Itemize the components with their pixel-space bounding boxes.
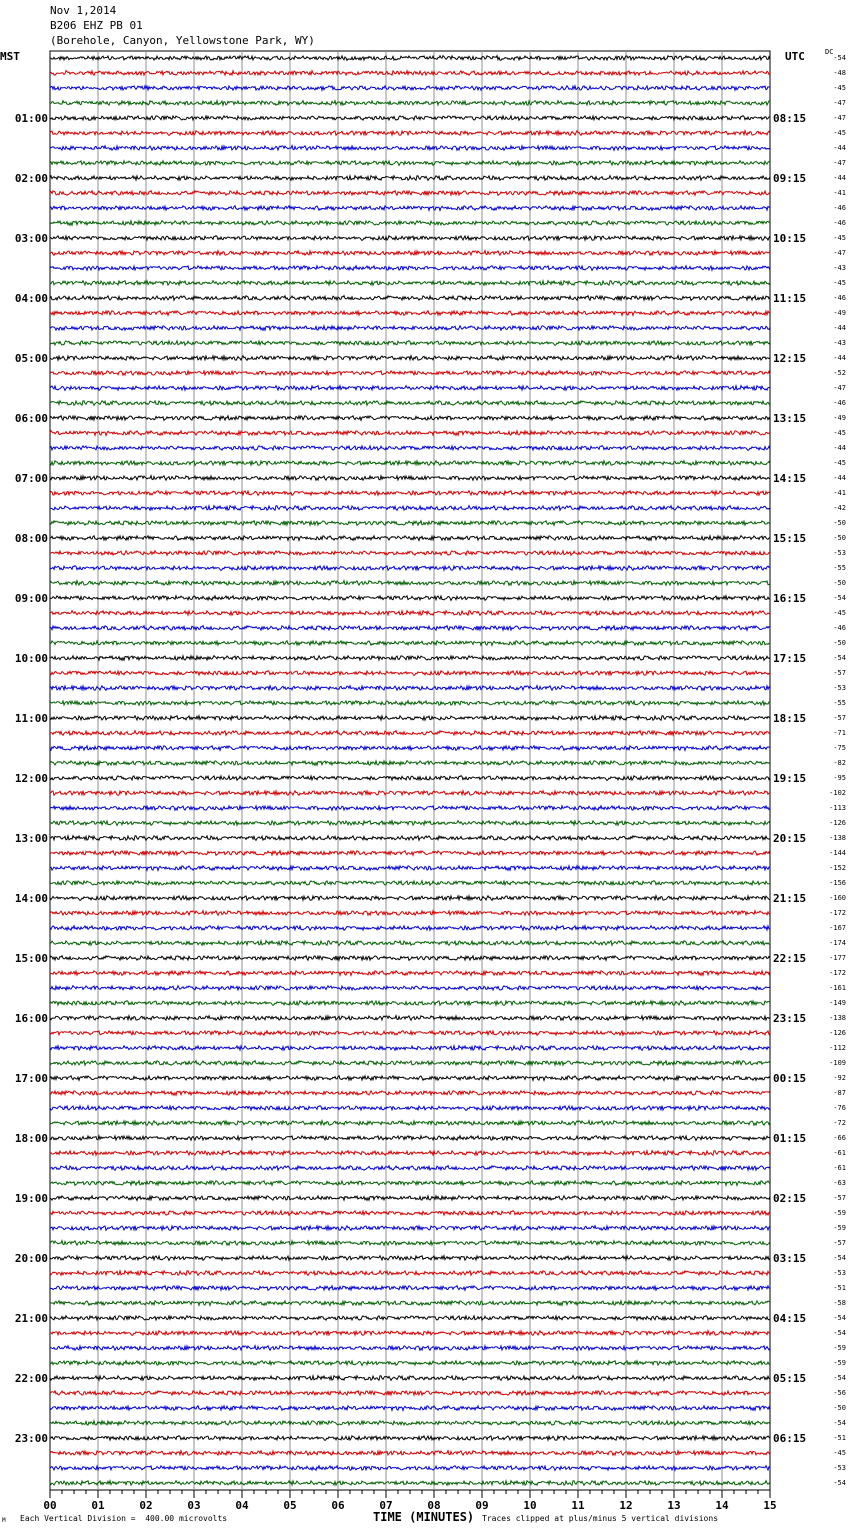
station-location: (Borehole, Canyon, Yellowstone Park, WY) bbox=[50, 34, 315, 47]
mst-hour-label: 16:00 bbox=[14, 1012, 48, 1025]
dc-offset-label: -57 bbox=[833, 1239, 846, 1247]
trace-line bbox=[50, 551, 770, 555]
trace-line bbox=[50, 716, 770, 721]
dc-offset-label: -92 bbox=[833, 1074, 846, 1082]
dc-offset-label: -53 bbox=[833, 684, 846, 692]
trace-line bbox=[50, 761, 770, 766]
dc-offset-label: -47 bbox=[833, 114, 846, 122]
dc-offset-label: -53 bbox=[833, 1464, 846, 1472]
x-tick-label: 07 bbox=[379, 1499, 393, 1512]
trace-line bbox=[50, 626, 770, 631]
utc-hour-label: 22:15 bbox=[773, 952, 807, 965]
trace-line bbox=[50, 446, 770, 451]
trace-line bbox=[50, 986, 770, 991]
utc-hour-label: 13:15 bbox=[773, 412, 807, 425]
trace-line bbox=[50, 191, 770, 196]
dc-offset-label: -54 bbox=[833, 1254, 846, 1262]
dc-offset-label: -51 bbox=[833, 1284, 846, 1292]
x-tick-label: 11 bbox=[571, 1499, 585, 1512]
trace-line bbox=[50, 641, 770, 646]
dc-offset-label: -160 bbox=[829, 894, 846, 902]
trace-line bbox=[50, 131, 770, 136]
dc-offset-label: -45 bbox=[833, 84, 846, 92]
dc-offset-label: -52 bbox=[833, 369, 846, 377]
left-axis-label: MST bbox=[0, 50, 20, 63]
dc-offset-label: -59 bbox=[833, 1224, 846, 1232]
mst-hour-label: 18:00 bbox=[14, 1132, 48, 1145]
trace-line bbox=[50, 71, 770, 76]
mst-hour-label: 03:00 bbox=[14, 232, 48, 245]
trace-line bbox=[50, 821, 770, 826]
trace-line bbox=[50, 236, 770, 241]
trace-line bbox=[50, 536, 770, 541]
trace-line bbox=[50, 1031, 770, 1036]
dc-offset-label: -46 bbox=[833, 219, 846, 227]
dc-offset-label: -138 bbox=[829, 834, 846, 842]
trace-line bbox=[50, 1121, 770, 1126]
trace-line bbox=[50, 326, 770, 331]
utc-hour-label: 06:15 bbox=[773, 1432, 807, 1445]
trace-line bbox=[50, 851, 770, 856]
trace-line bbox=[50, 731, 770, 736]
dc-offset-label: -112 bbox=[829, 1044, 846, 1052]
dc-offset-label: -102 bbox=[829, 789, 846, 797]
mst-hour-label: 01:00 bbox=[14, 112, 48, 125]
dc-offset-label: -172 bbox=[829, 969, 846, 977]
trace-line bbox=[50, 281, 770, 286]
trace-line bbox=[50, 251, 770, 256]
utc-hour-label: 02:15 bbox=[773, 1192, 807, 1205]
mst-hour-label: 08:00 bbox=[14, 532, 48, 545]
trace-line bbox=[50, 1271, 770, 1276]
trace-line bbox=[50, 1406, 770, 1411]
trace-line bbox=[50, 671, 770, 676]
dc-offset-label: -45 bbox=[833, 129, 846, 137]
trace-line bbox=[50, 431, 770, 436]
trace-line bbox=[50, 1481, 770, 1486]
trace-line bbox=[50, 1091, 770, 1096]
mst-hour-label: 09:00 bbox=[14, 592, 48, 605]
x-tick-label: 06 bbox=[331, 1499, 345, 1512]
dc-offset-label: -45 bbox=[833, 459, 846, 467]
x-tick-label: 10 bbox=[523, 1499, 537, 1512]
trace-line bbox=[50, 266, 770, 271]
dc-offset-label: -44 bbox=[833, 474, 846, 482]
trace-line bbox=[50, 776, 770, 781]
dc-offset-label: -161 bbox=[829, 984, 846, 992]
trace-line bbox=[50, 341, 770, 346]
trace-line bbox=[50, 1151, 770, 1156]
mst-hour-label: 07:00 bbox=[14, 472, 48, 485]
dc-offset-label: -49 bbox=[833, 414, 846, 422]
dc-offset-label: -44 bbox=[833, 324, 846, 332]
trace-line bbox=[50, 401, 770, 406]
trace-line bbox=[50, 1226, 770, 1231]
dc-offset-label: -44 bbox=[833, 144, 846, 152]
x-tick-label: 05 bbox=[283, 1499, 297, 1512]
mst-hour-label: 10:00 bbox=[14, 652, 48, 665]
trace-line bbox=[50, 866, 770, 871]
trace-line bbox=[50, 1181, 770, 1186]
dc-offset-label: -43 bbox=[833, 339, 846, 347]
dc-offset-label: -45 bbox=[833, 429, 846, 437]
dc-offset-label: -54 bbox=[833, 594, 846, 602]
dc-offset-label: -46 bbox=[833, 294, 846, 302]
dc-offset-label: -76 bbox=[833, 1104, 846, 1112]
dc-offset-label: -47 bbox=[833, 249, 846, 257]
dc-offset-label: -45 bbox=[833, 1449, 846, 1457]
dc-offset-label: -95 bbox=[833, 774, 846, 782]
trace-line bbox=[50, 146, 770, 151]
trace-line bbox=[50, 101, 770, 106]
trace-line bbox=[50, 1211, 770, 1216]
trace-line bbox=[50, 701, 770, 706]
dc-offset-label: -87 bbox=[833, 1089, 846, 1097]
dc-offset-label: -57 bbox=[833, 669, 846, 677]
dc-offset-label: -58 bbox=[833, 1299, 846, 1307]
dc-offset-label: -56 bbox=[833, 1389, 846, 1397]
dc-offset-label: -149 bbox=[829, 999, 846, 1007]
x-tick-label: 02 bbox=[139, 1499, 153, 1512]
trace-line bbox=[50, 806, 770, 810]
dc-offset-label: -172 bbox=[829, 909, 846, 917]
mst-hour-label: 22:00 bbox=[14, 1372, 48, 1385]
dc-offset-label: -167 bbox=[829, 924, 846, 932]
utc-hour-label: 17:15 bbox=[773, 652, 807, 665]
trace-line bbox=[50, 1331, 770, 1336]
trace-line bbox=[50, 1346, 770, 1351]
dc-offset-label: -59 bbox=[833, 1344, 846, 1352]
dc-offset-label: -50 bbox=[833, 639, 846, 647]
utc-hour-label: 23:15 bbox=[773, 1012, 807, 1025]
trace-line bbox=[50, 311, 770, 316]
dc-offset-label: -46 bbox=[833, 204, 846, 212]
trace-line bbox=[50, 836, 770, 841]
dc-offset-label: -174 bbox=[829, 939, 846, 947]
dc-offset-label: -50 bbox=[833, 579, 846, 587]
dc-offset-label: -50 bbox=[833, 519, 846, 527]
dc-offset-label: -57 bbox=[833, 714, 846, 722]
dc-offset-label: -54 bbox=[833, 1419, 846, 1427]
utc-hour-label: 20:15 bbox=[773, 832, 807, 845]
x-tick-label: 15 bbox=[763, 1499, 777, 1512]
trace-line bbox=[50, 506, 770, 511]
dc-offset-label: -42 bbox=[833, 504, 846, 512]
trace-line bbox=[50, 221, 770, 226]
x-axis-title: TIME (MINUTES) bbox=[373, 1510, 475, 1524]
dc-offset-label: -55 bbox=[833, 564, 846, 572]
mst-hour-label: 21:00 bbox=[14, 1312, 48, 1325]
trace-line bbox=[50, 116, 770, 121]
dc-offset-label: -44 bbox=[833, 354, 846, 362]
trace-line bbox=[50, 1256, 770, 1261]
dc-offset-label: -72 bbox=[833, 1119, 846, 1127]
dc-offset-label: -50 bbox=[833, 534, 846, 542]
trace-line bbox=[50, 1061, 770, 1066]
trace-line bbox=[50, 161, 770, 166]
x-tick-label: 08 bbox=[427, 1499, 441, 1512]
dc-offset-label: -126 bbox=[829, 819, 846, 827]
utc-hour-label: 10:15 bbox=[773, 232, 807, 245]
trace-line bbox=[50, 416, 770, 421]
trace-line bbox=[50, 356, 770, 361]
dc-offset-label: -57 bbox=[833, 1194, 846, 1202]
utc-hour-label: 04:15 bbox=[773, 1312, 807, 1325]
trace-line bbox=[50, 296, 770, 301]
trace-line bbox=[50, 911, 770, 916]
trace-line bbox=[50, 1046, 770, 1051]
trace-line bbox=[50, 1166, 770, 1171]
dc-offset-label: -54 bbox=[833, 1479, 846, 1487]
trace-line bbox=[50, 56, 770, 61]
utc-hour-label: 14:15 bbox=[773, 472, 807, 485]
trace-line bbox=[50, 956, 770, 961]
trace-line bbox=[50, 206, 770, 211]
mst-hour-label: 12:00 bbox=[14, 772, 48, 785]
utc-hour-label: 08:15 bbox=[773, 112, 807, 125]
trace-line bbox=[50, 1001, 770, 1006]
dc-offset-label: -152 bbox=[829, 864, 846, 872]
dc-offset-label: -66 bbox=[833, 1134, 846, 1142]
trace-line bbox=[50, 596, 770, 601]
dc-offset-label: -54 bbox=[833, 1314, 846, 1322]
dc-offset-label: -47 bbox=[833, 99, 846, 107]
dc-label: DC bbox=[825, 48, 834, 56]
mst-hour-label: 05:00 bbox=[14, 352, 48, 365]
dc-offset-label: -53 bbox=[833, 1269, 846, 1277]
trace-line bbox=[50, 746, 770, 751]
trace-line bbox=[50, 1436, 770, 1441]
footer-mark: M bbox=[2, 1517, 6, 1524]
dc-offset-label: -61 bbox=[833, 1149, 846, 1157]
mst-hour-label: 02:00 bbox=[14, 172, 48, 185]
trace-line bbox=[50, 176, 770, 181]
station-code: B206 EHZ PB 01 bbox=[50, 19, 143, 32]
mst-hour-label: 14:00 bbox=[14, 892, 48, 905]
utc-hour-label: 05:15 bbox=[773, 1372, 807, 1385]
trace-line bbox=[50, 566, 770, 571]
trace-line bbox=[50, 581, 770, 586]
dc-offset-label: -47 bbox=[833, 159, 846, 167]
dc-offset-label: -59 bbox=[833, 1209, 846, 1217]
mst-hour-label: 11:00 bbox=[14, 712, 48, 725]
trace-line bbox=[50, 896, 770, 901]
plot-date: Nov 1,2014 bbox=[50, 4, 117, 17]
utc-hour-label: 15:15 bbox=[773, 532, 807, 545]
dc-offset-label: -61 bbox=[833, 1164, 846, 1172]
dc-offset-label: -55 bbox=[833, 699, 846, 707]
dc-offset-label: -45 bbox=[833, 234, 846, 242]
trace-line bbox=[50, 881, 770, 886]
dc-offset-label: -50 bbox=[833, 1404, 846, 1412]
dc-offset-label: -126 bbox=[829, 1029, 846, 1037]
dc-offset-label: -156 bbox=[829, 879, 846, 887]
scale-note: Each Vertical Division = 400.00 microvolts bbox=[20, 1514, 228, 1523]
trace-line bbox=[50, 791, 770, 796]
mst-hour-label: 23:00 bbox=[14, 1432, 48, 1445]
x-tick-label: 09 bbox=[475, 1499, 489, 1512]
dc-offset-label: -113 bbox=[829, 804, 846, 812]
trace-line bbox=[50, 1136, 770, 1141]
trace-line bbox=[50, 1376, 770, 1381]
trace-line bbox=[50, 1391, 770, 1396]
utc-hour-label: 09:15 bbox=[773, 172, 807, 185]
dc-offset-label: -44 bbox=[833, 174, 846, 182]
dc-offset-label: -41 bbox=[833, 189, 846, 197]
trace-line bbox=[50, 1301, 770, 1306]
trace-line bbox=[50, 1241, 770, 1246]
trace-line bbox=[50, 371, 770, 375]
trace-line bbox=[50, 491, 770, 496]
dc-offset-label: -45 bbox=[833, 609, 846, 617]
utc-hour-label: 11:15 bbox=[773, 292, 807, 305]
trace-line bbox=[50, 941, 770, 946]
x-tick-label: 12 bbox=[619, 1499, 633, 1512]
trace-line bbox=[50, 611, 770, 616]
dc-offset-label: -44 bbox=[833, 444, 846, 452]
dc-offset-label: -54 bbox=[833, 1329, 846, 1337]
trace-line bbox=[50, 1196, 770, 1201]
mst-hour-label: 13:00 bbox=[14, 832, 48, 845]
utc-hour-label: 21:15 bbox=[773, 892, 807, 905]
trace-line bbox=[50, 1421, 770, 1426]
x-tick-label: 01 bbox=[91, 1499, 105, 1512]
dc-offset-label: -54 bbox=[833, 54, 846, 62]
trace-line bbox=[50, 1466, 770, 1471]
utc-hour-label: 12:15 bbox=[773, 352, 807, 365]
mst-hour-label: 19:00 bbox=[14, 1192, 48, 1205]
dc-offset-label: -41 bbox=[833, 489, 846, 497]
dc-offset-label: -54 bbox=[833, 1374, 846, 1382]
trace-line bbox=[50, 1316, 770, 1321]
clip-note: Traces clipped at plus/minus 5 vertical divisions bbox=[482, 1514, 719, 1523]
trace-line bbox=[50, 686, 770, 691]
trace-line bbox=[50, 461, 770, 466]
mst-hour-label: 20:00 bbox=[14, 1252, 48, 1265]
dc-offset-label: -54 bbox=[833, 654, 846, 662]
dc-offset-label: -63 bbox=[833, 1179, 846, 1187]
dc-offset-label: -82 bbox=[833, 759, 846, 767]
dc-offset-label: -109 bbox=[829, 1059, 846, 1067]
trace-line bbox=[50, 1361, 770, 1366]
dc-offset-label: -51 bbox=[833, 1434, 846, 1442]
trace-line bbox=[50, 1286, 770, 1291]
dc-offset-label: -177 bbox=[829, 954, 846, 962]
dc-offset-label: -144 bbox=[829, 849, 846, 857]
trace-line bbox=[50, 386, 770, 391]
x-tick-label: 14 bbox=[715, 1499, 729, 1512]
dc-offset-label: -48 bbox=[833, 69, 846, 77]
trace-line bbox=[50, 1451, 770, 1456]
dc-offset-label: -47 bbox=[833, 384, 846, 392]
mst-hour-label: 15:00 bbox=[14, 952, 48, 965]
trace-line bbox=[50, 1076, 770, 1081]
dc-offset-label: -53 bbox=[833, 549, 846, 557]
trace-line bbox=[50, 971, 770, 976]
dc-offset-label: -46 bbox=[833, 624, 846, 632]
utc-hour-label: 16:15 bbox=[773, 592, 807, 605]
trace-line bbox=[50, 926, 770, 931]
utc-hour-label: 19:15 bbox=[773, 772, 807, 785]
dc-offset-label: -43 bbox=[833, 264, 846, 272]
x-tick-label: 13 bbox=[667, 1499, 681, 1512]
dc-offset-label: -71 bbox=[833, 729, 846, 737]
trace-line bbox=[50, 476, 770, 481]
trace-line bbox=[50, 521, 770, 526]
dc-offset-label: -59 bbox=[833, 1359, 846, 1367]
trace-line bbox=[50, 1016, 770, 1021]
dc-offset-label: -49 bbox=[833, 309, 846, 317]
utc-hour-label: 00:15 bbox=[773, 1072, 807, 1085]
x-tick-label: 00 bbox=[43, 1499, 57, 1512]
dc-offset-label: -46 bbox=[833, 399, 846, 407]
x-tick-label: 03 bbox=[187, 1499, 201, 1512]
dc-offset-label: -138 bbox=[829, 1014, 846, 1022]
x-tick-label: 04 bbox=[235, 1499, 249, 1512]
dc-offset-label: -75 bbox=[833, 744, 846, 752]
mst-hour-label: 04:00 bbox=[14, 292, 48, 305]
utc-hour-label: 03:15 bbox=[773, 1252, 807, 1265]
utc-hour-label: 18:15 bbox=[773, 712, 807, 725]
trace-line bbox=[50, 86, 770, 91]
mst-hour-label: 06:00 bbox=[14, 412, 48, 425]
trace-line bbox=[50, 1106, 770, 1111]
right-axis-label: UTC bbox=[785, 50, 805, 63]
dc-offset-label: -45 bbox=[833, 279, 846, 287]
trace-line bbox=[50, 656, 770, 661]
mst-hour-label: 17:00 bbox=[14, 1072, 48, 1085]
utc-hour-label: 01:15 bbox=[773, 1132, 807, 1145]
